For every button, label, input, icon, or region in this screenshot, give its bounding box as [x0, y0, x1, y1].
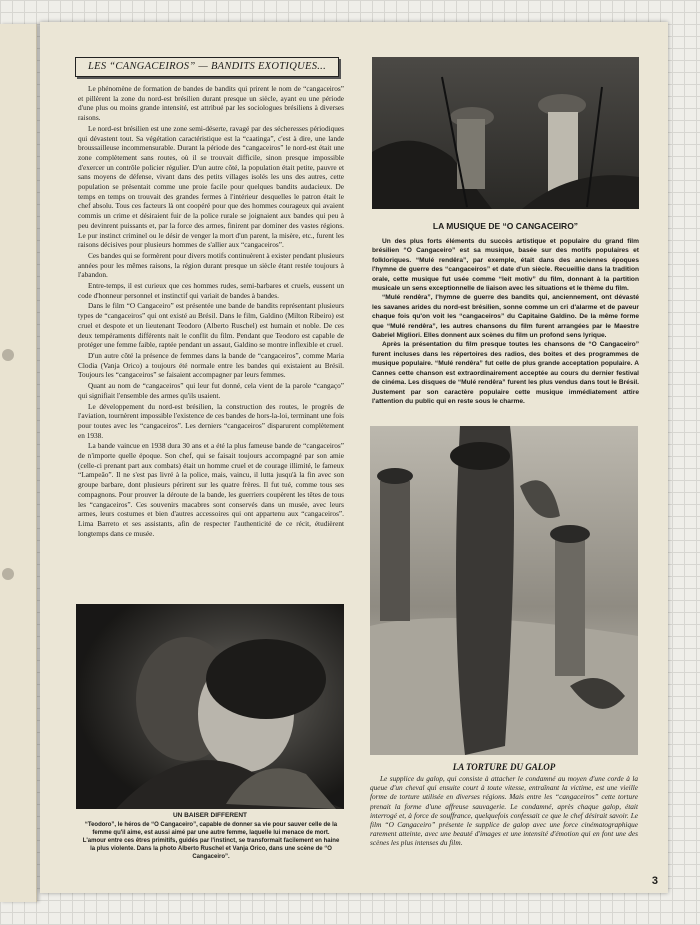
article-paragraph: Le nord-est brésilien est une zone semi-déserte, ravagé par des sécheresses périodiques qui dévastent tout. Sa végétation caractéristique est la “caatinga”, c'est à dire, une lande broussailleuse incommensurable. Durant la période des “cangaceiros” le nord-est était une zone complètement sans routes, où il se trouvait difficile, sinon presque impossible d'exercer un contrôle policier régulier. D'un autre côté, la population était petite, pauvre et sans moyens de défense, vivant dans des petits villages isolés les uns des autres, cette population se présentait comme une proie facile pour quelques bandits audacieux. De temps en temps on trouvait des grandes fermes à l'intérieur desquelles le patron était le chef absolu. Tous ces facteurs là ont coopéré pour que des hommes courageux qui avaient commis un crime et désiraient fuir de la police rurale se joignaient aux bandes qui peu à peu devinrent puissants et, par la force des armes, finirent par dominer des vastes régions. Le pur instinct criminel ou le désir de venger la mort d'un parent, la misère, etc., furent les raisons décisives pour plusieurs hommes de s'allier aux “cangaceiros”.	[78, 123, 344, 250]
galop-body	[370, 774, 638, 884]
article-paragraph: Le phénomène de formation de bandes de bandits qui prirent le nom de “cangaceiros” et pillèrent la zone du nord-est brésilien durant presque un siècle, ayant eu une période d'une plus ou moins grande intensité, est attribué par les sociologues brésiliens à diverses raisons.	[78, 84, 344, 123]
article-paragraph: Dans le film “O Cangaceiro” est présentée une bande de bandits représentant plusieurs types de “cangaceiros” qui ont existé au Brésil. Dans le film, Galdino (Milton Ribeiro) est cruel et despote et un lieutenant Teodoro (Alberto Ruschel) est humain et noble. De ces deux tempéraments différents nait le conflit du film. Pendant que Teodoro est capable de protéger une femme faible, raptée pendant un assaut, Galdino se montre inflexible et cruel.	[78, 301, 344, 350]
music-paragraph: Après la présentation du film presque toutes les chansons de “O Cangaceiro” furent incluses dans les répertoires des radios, des boites et des programmes de musique populaire. “Mulé rendêra” fut celle de plus grande acceptation populaire. A Cannes cette chanson est extraordinairement acceptée au cours du dernier festival de cinéma. Les disques de “Mulé rendêra” furent les plus vendus dans tout le Brésil. Justement par son caractère populaire cette musique immédiatement attire l'attention du public qui en reste sous le charme.	[372, 341, 639, 405]
kiss-photo-title: UN BAISER DIFFERENT	[172, 812, 248, 819]
page-number: 3	[651, 875, 658, 887]
binder-hole	[2, 349, 14, 361]
kiss-photo-caption: “Teodoro”, le héros de “O Cangaceiro”, capable de donner sa vie pour sauver celle de la femme qu'il aime, est aussi aimé par une autre femme, laquelle lui menace de mort. L'amour entre ces êtres primitifs, guidés par l'instinct, se transformait facilement en haine la plus violente. Dans la photo Alberto Ruschel et Vanja Orico, dans une scène de “O Cangaceiro”.	[82, 822, 340, 860]
article-paragraph: Entre-temps, il est curieux que ces hommes rudes, semi-barbares et cruels, eussent un code d'honneur personnel et instinctif qui variait de bandes à bandes.	[78, 281, 344, 300]
article-paragraph: Quant au nom de “cangaceiros” qui leur fut donné, cela vient de la parole “cangaço” qui signifiait l'ensemble des armes qu'ils usaient.	[78, 381, 344, 400]
magazine-page	[40, 22, 668, 893]
kiss-photo	[76, 604, 344, 809]
music-title: LA MUSIQUE DE “O CANGACEIRO”	[432, 221, 579, 231]
article-paragraph: Ces bandes qui se formèrent pour divers motifs continuèrent à exister pendant plusieurs années pour les mêmes raisons, la région durant presque un siècle étant restée toujours à l'abandon.	[78, 250, 344, 280]
article-body	[78, 84, 344, 589]
article-paragraph: D'un autre côté la présence de femmes dans la bande de “cangaceiros”, comme Maria Clodia (Vanja Orico) a toujours été normale entre les bandes qui existaient au Brésil. Toujours les “cangaceiros” se faisaient accompagner par leurs femmes.	[78, 350, 344, 380]
binder-hole	[2, 568, 14, 580]
article-title: LES “CANGACEIROS” — BANDITS EXOTIQUES...	[75, 57, 339, 77]
music-paragraph: Un des plus forts éléments du succès artistique et populaire du grand film brésilien “O Cangaceiro” est sa musique, basée sur des motifs populaires et folkloriques. “Mulé rendêra”, par exemple, était dans des anciennes époques l'hymne de guerre des “cangaceiros” et date d'un siècle. Recueillie dans la tradition orale, cette musique fut usée comme “leit motiv” du film, donnant à la partition musicale un sens exceptionnelle de liaison avec les situations et le thème du film.	[372, 238, 639, 293]
bandits-on-horseback-photo	[372, 57, 639, 209]
music-paragraph: “Mulé rendêra”, l'hymne de guerre des bandits qui, anciennement, ont dévasté les savanes arides du nord-est brésilien, sonne comme un cri d'alarme et de paveur chaque fois qu'on voit les “cangaceiros” du Capitaine Galdino. De la même forme que “Mulé rendêra”, les autres chansons du film furent arrangées par le Maestre Gabriel Migliori. Elles donnent aux scènes du film un profond sens lyrique.	[372, 294, 639, 340]
galop-paragraph: Le supplice du galop, qui consiste à attacher le condamné au moyen d'une corde à la queue d'un cheval qui ensuite court à toute vitesse, entraînant la victime, est une vieille forme de torture utilisée en diverses régions. Mais entre les “cangaceiros” cette torture prenait la forme d'une affreuse sauvagerie. Le condamné, après chaque galop, était interrogé et, à force de souffrance, quelquefois confessait ce que le chef désirait savoir. Le film “O Cangaceiro” présente le supplice de galop avec une force cinématographique rarement atteinte, avec une beauté d'images et une intensité d'émotion qui en font une des scènes les plus intenses du film.	[370, 774, 638, 848]
article-paragraph: Le développement du nord-est brésilien, la construction des routes, le progrès de l'aviation, tournèrent impossible l'existence de ces bandes de hors-la-loi, terminant une fois pour toutes avec les “cangaceiros”. Les derniers “cangaceiros” disparurent complètement en 1938.	[78, 401, 344, 440]
music-body	[372, 237, 639, 420]
article-paragraph: La bande vaincue en 1938 dura 30 ans et a été la plus fameuse bande de “cangaceiros” de n'importe quelle époque. Son chef, qui se faisait toujours accompagné par son amie (celle-ci prenant part aux combats) était un homme cruel et de courage illimité, le fameux “Lampeão”. Il ne s'est pas livré à la police, mais, vaincu, il lutta jusqu'à la fin avec son groupe barbare, dont plusieurs périrent sur les quatre frères. Il fut tué, comme tous ses compagnons. Pour prouver la déroute de la bande, les guerriers coupèrent les têtes de tous les “cangaceiros”. Ces souvenirs macabres sont conservés dans un musée, avec leurs armes, leurs costumes et bien d'autres accessoires qui ont appartenu aux “cangaceiros”. Lima Barreto et ses assistants, afin de respecter l'authenticité de ce récit, étudièrent longtemps dans ce musée.	[78, 441, 344, 538]
galop-torture-photo	[370, 426, 638, 755]
previous-page-edge	[0, 24, 37, 902]
galop-title: LA TORTURE DU GALOP	[452, 762, 556, 772]
